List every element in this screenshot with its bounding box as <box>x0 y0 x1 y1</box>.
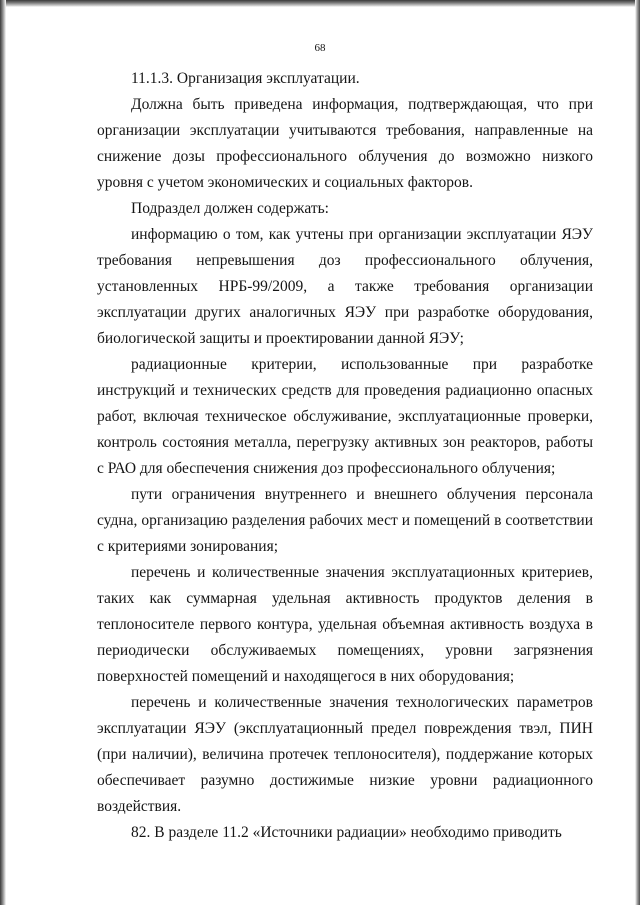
list-item: перечень и количественные значения технологических параметров эксплуатации ЯЭУ (эксплуатационный предел повреждения твэл, ПИН (при наличии), величина протечек теплоносителя), поддержание которых обеспечивает разумно достижимые низкие уровни радиационного воздействия. <box>97 694 593 815</box>
list-item: пути ограничения внутреннего и внешнего облучения персонала судна, организацию разделения рабочих мест и помещений в соответствии с критериями зонирования; <box>97 486 593 555</box>
page-number: 68 <box>314 42 326 54</box>
list-item: информацию о том, как учтены при организации эксплуатации ЯЭУ требования непревышения доз профессионального облучения, установленных НРБ-99/2009, а также требования организации эксплуатации других аналогичных ЯЭУ при разработке оборудования, биологической защиты и проектировании данной ЯЭУ; <box>97 226 593 347</box>
scan-edge-top <box>0 0 640 7</box>
list-item: радиационные критерии, использованные при разработке инструкций и технических средств для проведения радиационно опасных работ, включая техническое обслуживание, эксплуатационные проверки, контроль состояния металла, перегрузку активных зон реакторов, работы с РАО для обеспечения снижения доз профессионального облучения; <box>97 356 593 477</box>
body-paragraph: 82. В разделе 11.2 «Источники радиации» необходимо приводить <box>131 824 562 841</box>
scan-edge-left <box>0 0 6 905</box>
body-paragraph: Должна быть приведена информация, подтверждающая, что при организации эксплуатации учитываются требования, направленные на снижение дозы профессионального облучения до возможно низкого уровня с учетом экономических и социальных факторов. <box>97 96 593 191</box>
section-heading: 11.1.3. Организация эксплуатации. <box>131 70 360 87</box>
document-body <box>97 66 593 846</box>
list-item: перечень и количественные значения эксплуатационных критериев, таких как суммарная удельная активность продуктов деления в теплоносителе первого контура, удельная объемная активность воздуха в периодически обслуживаемых помещениях, уровни загрязнения поверхностей помещений и находящегося в них оборудования; <box>97 564 593 685</box>
body-paragraph: Подраздел должен содержать: <box>131 200 329 217</box>
scan-edge-right <box>635 0 640 905</box>
